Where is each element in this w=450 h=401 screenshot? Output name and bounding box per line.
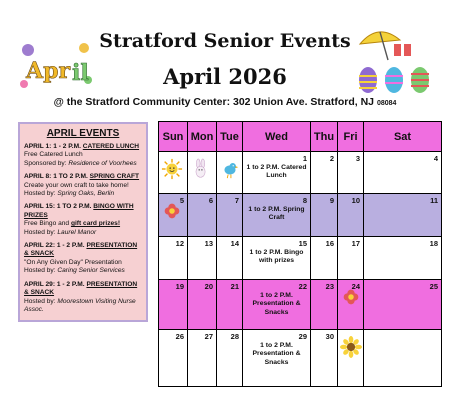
calendar-event[interactable]: 1 to 2 P.M. Presentation & Snacks <box>252 342 301 366</box>
flower-icon <box>161 200 183 222</box>
day-number: 2 <box>329 154 334 163</box>
day-number: 25 <box>429 282 438 291</box>
svg-text:il: il <box>72 60 89 86</box>
day-number: 4 <box>433 154 438 163</box>
calendar-day-cell[interactable] <box>338 330 364 386</box>
day-number: 13 <box>204 239 213 248</box>
address: @ the Stratford Community Center: 302 Union Ave. Stratford, NJ 08084 <box>53 96 397 108</box>
calendar-day-cell[interactable] <box>311 330 338 386</box>
calendar-day-cell[interactable] <box>217 194 243 237</box>
bird-icon <box>219 158 241 180</box>
event-item: APRIL 1: 1 - 2 P.M. CATERED LUNCH Free Catered Lunch Sponsored by: Residence of Voorhees <box>24 143 140 167</box>
event-item: APRIL 15: 1 TO 2 P.M. BINGO WITH PRIZES Free Bingo and gift card prizes! Hosted by: Laurel Manor <box>24 203 134 236</box>
day-number: 15 <box>298 239 307 248</box>
april-logo-icon <box>18 40 96 92</box>
calendar-day-cell[interactable] <box>217 330 243 386</box>
day-number: 8 <box>302 196 307 205</box>
calendar-day-cell[interactable] <box>338 194 364 237</box>
day-number: 14 <box>230 239 239 248</box>
calendar-day-cell[interactable] <box>159 194 188 237</box>
calendar-day-cell[interactable] <box>364 237 441 280</box>
calendar-day-cell[interactable] <box>311 280 338 330</box>
page-title: Stratford Senior Events <box>99 30 351 52</box>
calendar-day-cell[interactable] <box>243 330 311 386</box>
day-number: 1 <box>302 154 307 163</box>
day-number: 11 <box>430 196 438 205</box>
calendar-day-cell[interactable] <box>338 237 364 280</box>
day-header-fri: Fri <box>338 122 364 152</box>
calendar-event[interactable]: 1 to 2 P.M. Bingo with prizes <box>249 249 304 265</box>
month-title: April 2026 <box>163 64 287 89</box>
day-number: 18 <box>429 239 438 248</box>
day-number: 24 <box>351 282 360 291</box>
calendar-day-cell[interactable] <box>159 237 188 280</box>
calendar-day-cell[interactable] <box>188 280 217 330</box>
april-events-panel <box>18 122 148 322</box>
day-number: 12 <box>175 239 184 248</box>
calendar-day-cell[interactable] <box>188 152 217 194</box>
calendar-event[interactable]: 1 to 2 P.M. Presentation & Snacks <box>252 292 301 316</box>
day-number: 28 <box>230 332 239 341</box>
calendar-day-cell[interactable] <box>159 152 188 194</box>
day-header-mon: Mon <box>188 122 217 152</box>
calendar-day-cell[interactable] <box>188 237 217 280</box>
day-number: 29 <box>298 332 307 341</box>
calendar-day-cell[interactable] <box>243 152 311 194</box>
calendar-day-cell[interactable] <box>311 152 338 194</box>
calendar-grid <box>158 121 442 387</box>
day-number: 26 <box>175 332 184 341</box>
calendar-day-cell[interactable] <box>243 280 311 330</box>
calendar-day-cell[interactable] <box>188 330 217 386</box>
day-number: 27 <box>204 332 213 341</box>
day-header-tue: Tue <box>217 122 243 152</box>
sun-icon <box>161 158 183 180</box>
events-panel-title: APRIL EVENTS <box>46 128 120 139</box>
calendar-day-cell[interactable] <box>217 237 243 280</box>
event-item: APRIL 22: 1 - 2 P.M. PRESENTATION & SNACK "On Any Given Day" Presentation Hosted by: Caring Senior Services <box>24 242 138 275</box>
day-header-sun: Sun <box>159 122 188 152</box>
bunny-icon <box>190 158 212 180</box>
calendar-day-cell[interactable] <box>364 152 441 194</box>
day-header-sat: Sat <box>364 122 441 152</box>
day-number: 10 <box>351 196 360 205</box>
calendar-day-cell[interactable] <box>243 194 311 237</box>
calendar-day-cell[interactable] <box>159 330 188 386</box>
calendar-day-cell[interactable] <box>311 237 338 280</box>
zip-code: 08084 <box>376 100 397 107</box>
svg-text:Apr: Apr <box>26 58 71 84</box>
calendar-event[interactable]: 1 to 2 P.M. Spring Craft <box>248 206 305 222</box>
day-number: 6 <box>208 196 213 205</box>
day-number: 30 <box>325 332 334 341</box>
calendar-event[interactable]: 1 to 2 P.M. Catered Lunch <box>246 164 307 180</box>
day-number: 7 <box>234 196 239 205</box>
sunflower-icon <box>340 336 362 358</box>
day-number: 20 <box>204 282 213 291</box>
calendar-day-cell[interactable] <box>217 280 243 330</box>
calendar-day-cell[interactable] <box>217 152 243 194</box>
day-number: 17 <box>351 239 360 248</box>
calendar-day-cell[interactable] <box>364 330 441 386</box>
calendar-day-cell[interactable] <box>311 194 338 237</box>
day-number: 21 <box>230 282 239 291</box>
easter-decoration-icon <box>350 22 442 100</box>
calendar-day-cell[interactable] <box>364 280 441 330</box>
day-number: 9 <box>329 196 334 205</box>
day-number: 16 <box>325 239 334 248</box>
calendar-day-cell[interactable] <box>338 280 364 330</box>
day-number: 22 <box>298 282 307 291</box>
calendar-day-cell[interactable] <box>243 237 311 280</box>
calendar-day-cell[interactable] <box>188 194 217 237</box>
day-number: 23 <box>325 282 334 291</box>
event-item: APRIL 8: 1 TO 2 P.M. SPRING CRAFT Create your own craft to take home! Hosted by: Spring Oaks, Berlin <box>24 173 140 198</box>
flower-icon <box>340 286 362 308</box>
calendar-day-cell[interactable] <box>364 194 441 237</box>
event-item: APRIL 29: 1 - 2 P.M. PRESENTATION & SNACK Hosted by: Moorestown Visiting Nurse Assoc. <box>24 280 138 313</box>
day-header-thu: Thu <box>311 122 338 152</box>
calendar-day-cell[interactable] <box>159 280 188 330</box>
day-number: 3 <box>355 154 360 163</box>
calendar-day-cell[interactable] <box>338 152 364 194</box>
day-header-wed: Wed <box>243 122 311 152</box>
day-number: 19 <box>175 282 184 291</box>
day-number: 5 <box>179 196 184 205</box>
